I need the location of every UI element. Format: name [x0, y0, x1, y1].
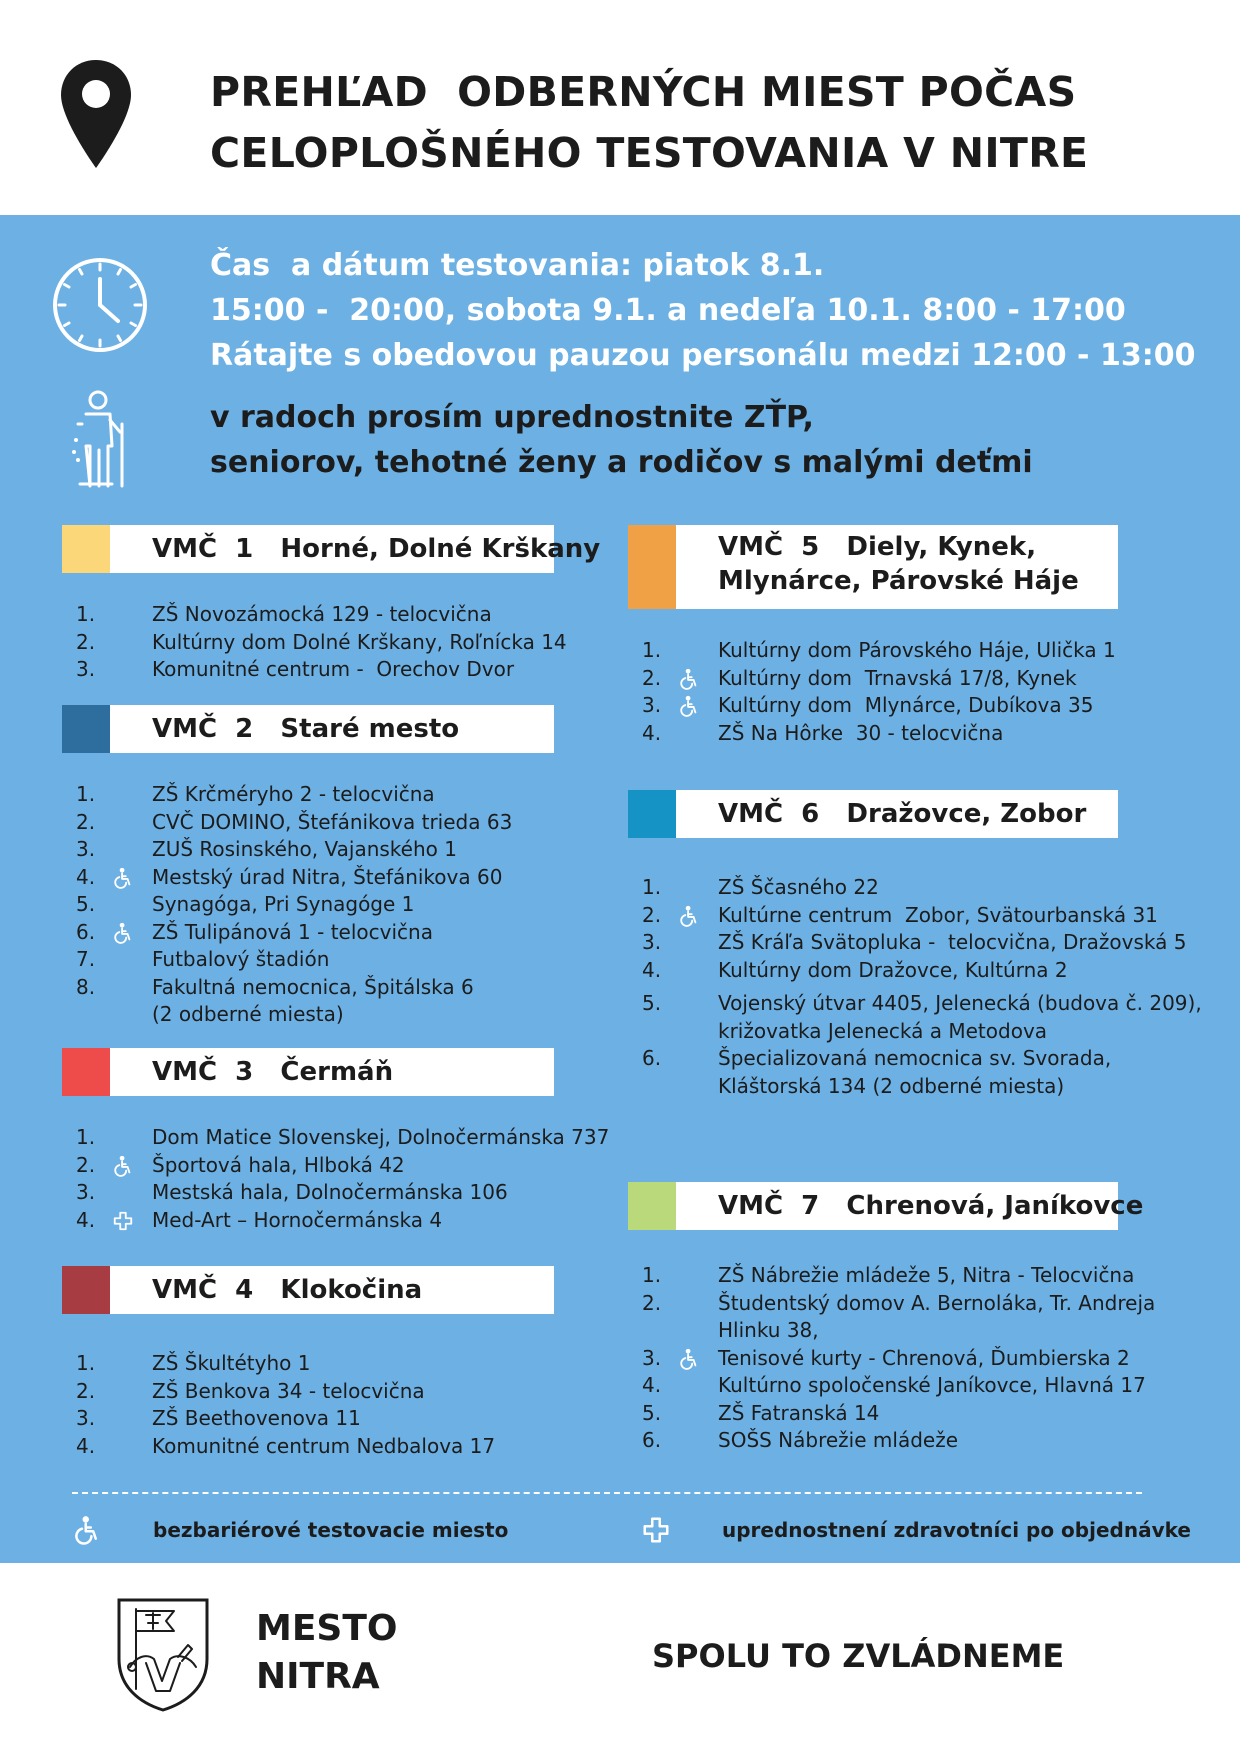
- item-text: CVČ DOMINO, Štefánikova trieda 63: [152, 809, 513, 834]
- item-number: 1.: [642, 1263, 662, 1287]
- item-number: 3.: [76, 657, 96, 681]
- item-text: Kultúrny dom Mlynárce, Dubíkova 35: [718, 693, 1094, 717]
- item-text: ZŠ Ščasného 22: [718, 875, 879, 899]
- time-line-3: Rátajte s obedovou pauzou personálu medzi 12:00 - 13:00: [210, 338, 1196, 373]
- item-text: ZŠ Benkova 34 - telocvična: [152, 1378, 425, 1403]
- item-number: 3.: [76, 1406, 96, 1430]
- wheelchair-icon: [72, 1515, 102, 1545]
- item-text-extra: križovatka Jelenecká a Metodova: [718, 1018, 1048, 1043]
- list-item: [76, 1378, 636, 1406]
- item-text: ZŠ Kráľa Svätopluka - telocvična, Dražovská 5: [718, 930, 1187, 954]
- district-color-swatch: [628, 525, 676, 609]
- list-item: [76, 974, 636, 1029]
- item-number: 1.: [76, 782, 96, 806]
- item-text: ZŠ Novozámocká 129 - telocvična: [152, 602, 492, 626]
- item-number: 2.: [76, 629, 96, 654]
- location-list: [642, 874, 1202, 1100]
- list-item: [76, 1433, 636, 1461]
- list-item: [76, 1152, 636, 1180]
- item-text: Med-Art – Hornočermánska 4: [152, 1207, 443, 1232]
- medical-cross-icon: [641, 1515, 671, 1545]
- item-text: ZŠ Krčméryho 2 - telocvična: [152, 782, 435, 806]
- item-number: 4.: [642, 957, 662, 982]
- district-header: [62, 705, 554, 753]
- item-text: ZŠ Škultétyho 1: [152, 1351, 311, 1375]
- item-text-extra: (2 odberné miesta): [152, 1002, 344, 1026]
- testing-time-info: [210, 243, 1220, 378]
- district-header: [62, 525, 601, 573]
- item-number: 8.: [76, 974, 96, 999]
- wheelchair-icon: [112, 919, 134, 946]
- district-header: [628, 790, 1118, 838]
- item-number: 3.: [76, 1180, 96, 1204]
- wheelchair-icon: [678, 902, 700, 929]
- list-item: [76, 629, 636, 657]
- item-number: 1.: [76, 1351, 96, 1375]
- district-color-swatch: [62, 1048, 110, 1096]
- item-number: 3.: [76, 837, 96, 861]
- list-item: [76, 919, 636, 947]
- district-header: [62, 1266, 554, 1314]
- list-item: [642, 874, 1202, 902]
- list-item: [76, 946, 636, 974]
- item-text: ZUŠ Rosinského, Vajanského 1: [152, 837, 457, 861]
- item-text-extra: Kláštorská 134 (2 odberné miesta): [718, 1073, 1065, 1098]
- item-text: Futbalový štadión: [152, 947, 330, 971]
- list-item: [76, 1405, 636, 1433]
- item-text: Synagóga, Pri Synagóge 1: [152, 892, 415, 916]
- title-line-1: PREHĽAD ODBERNÝCH MIEST POČAS: [210, 68, 1077, 116]
- location-list: [76, 1124, 636, 1234]
- list-item: [76, 1179, 636, 1207]
- location-list: [642, 637, 1202, 747]
- item-number: 4.: [76, 1433, 96, 1458]
- city-name: [256, 1605, 398, 1701]
- city-line-2: NITRA: [256, 1656, 380, 1697]
- item-text: Kultúrne centrum Zobor, Svätourbanská 31: [718, 902, 1158, 927]
- list-item: [642, 1290, 1202, 1345]
- item-number: 1.: [642, 875, 662, 899]
- legend-wheelchair-label: bezbariérové testovacie miesto: [153, 1518, 509, 1542]
- item-text: ZŠ Na Hôrke 30 - telocvična: [718, 720, 1004, 745]
- item-number: 6.: [642, 1428, 662, 1452]
- item-number: 3.: [642, 1345, 662, 1370]
- list-item: [642, 902, 1202, 930]
- item-text: Vojenský útvar 4405, Jelenecká (budova č. 209),: [718, 991, 1202, 1015]
- city-line-1: MESTO: [256, 1608, 398, 1649]
- divider: [72, 1492, 1142, 1494]
- list-item: [642, 929, 1202, 957]
- item-text: Kultúrny dom Trnavská 17/8, Kynek: [718, 665, 1077, 690]
- item-number: 4.: [642, 1373, 662, 1397]
- item-text: ZŠ Fatranská 14: [718, 1400, 880, 1425]
- item-number: 2.: [642, 902, 662, 927]
- list-item: [642, 957, 1202, 985]
- list-item: [642, 1345, 1202, 1373]
- item-number: 7.: [76, 947, 96, 971]
- wheelchair-icon: [678, 665, 700, 692]
- district-title: [718, 530, 1108, 598]
- list-item: [76, 656, 636, 684]
- slogan: SPOLU TO ZVLÁDNEME: [652, 1637, 1065, 1675]
- item-text: Špecializovaná nemocnica sv. Svorada,: [718, 1046, 1112, 1070]
- item-number: 2.: [76, 1152, 96, 1177]
- item-text-extra: Hlinku 38,: [718, 1318, 819, 1342]
- item-text: Kultúrno spoločenské Janíkovce, Hlavná 17: [718, 1373, 1146, 1397]
- district-title-line-2: Mlynárce, Párovské Háje: [718, 566, 1079, 596]
- item-text: Dom Matice Slovenskej, Dolnočermánska 737: [152, 1125, 610, 1149]
- item-text: ZŠ Beethovenova 11: [152, 1406, 361, 1430]
- item-text: ZŠ Nábrežie mládeže 5, Nitra - Telocvična: [718, 1263, 1135, 1287]
- item-text: Mestská hala, Dolnočermánska 106: [152, 1180, 508, 1204]
- district-color-swatch: [628, 1182, 676, 1230]
- header: [0, 0, 1240, 215]
- title-line-2: CELOPLOŠNÉHO TESTOVANIA V NITRE: [210, 129, 1089, 177]
- wheelchair-icon: [112, 864, 134, 891]
- item-number: 4.: [642, 720, 662, 745]
- item-number: 4.: [76, 1207, 96, 1232]
- location-list: [642, 1262, 1202, 1455]
- nitra-coat-of-arms-icon: [116, 1597, 210, 1713]
- page-title: [210, 62, 1210, 184]
- content-panel: [0, 215, 1240, 1563]
- district-color-swatch: [62, 705, 110, 753]
- location-pin-icon: [58, 58, 134, 170]
- list-item: [642, 1045, 1202, 1100]
- district-title-line-1: VMČ 5 Diely, Kynek,: [718, 532, 1037, 562]
- time-line-1: Čas a dátum testovania: piatok 8.1.: [210, 248, 825, 283]
- item-number: 2.: [642, 1290, 662, 1315]
- item-number: 5.: [76, 892, 96, 916]
- item-text: Kultúrny dom Dolné Krškany, Roľnícka 14: [152, 629, 567, 654]
- list-item: [642, 1372, 1202, 1400]
- district-title: VMČ 3 Čermáň: [152, 1057, 394, 1087]
- item-text: Študentský domov A. Bernoláka, Tr. Andreja: [718, 1290, 1156, 1315]
- item-number: 5.: [642, 991, 662, 1015]
- list-item: [76, 891, 636, 919]
- item-number: 1.: [642, 638, 662, 662]
- list-item: [76, 1207, 636, 1235]
- item-text: SOŠS Nábrežie mládeže: [718, 1428, 958, 1452]
- item-number: 2.: [76, 1378, 96, 1403]
- district-color-swatch: [628, 790, 676, 838]
- priority-line-2: seniorov, tehotné ženy a rodičov s malými deťmi: [210, 445, 1033, 480]
- list-item: [642, 692, 1202, 720]
- wheelchair-icon: [678, 692, 700, 719]
- item-text: Tenisové kurty - Chrenová, Ďumbierska 2: [718, 1345, 1130, 1370]
- item-number: 2.: [76, 809, 96, 834]
- item-number: 2.: [642, 665, 662, 690]
- wheelchair-icon: [112, 1152, 134, 1179]
- item-text: Kultúrny dom Dražovce, Kultúrna 2: [718, 957, 1068, 982]
- medical-cross-icon: [112, 1207, 134, 1234]
- district-title: VMČ 4 Klokočina: [152, 1275, 423, 1305]
- item-text: ZŠ Tulipánová 1 - telocvična: [152, 919, 433, 944]
- clock-icon: [50, 255, 150, 355]
- location-list: [76, 781, 636, 1029]
- list-item: [76, 601, 636, 629]
- district-header: [62, 1048, 554, 1096]
- list-item: [642, 720, 1202, 748]
- item-text: Komunitné centrum - Orechov Dvor: [152, 657, 515, 681]
- list-item: [642, 990, 1202, 1045]
- item-number: 6.: [76, 919, 96, 944]
- item-text: Kultúrny dom Párovského Háje, Ulička 1: [718, 638, 1116, 662]
- list-item: [76, 1124, 636, 1152]
- item-number: 3.: [642, 693, 662, 717]
- priority-info: [210, 395, 1220, 485]
- district-color-swatch: [62, 525, 110, 573]
- district-color-swatch: [62, 1266, 110, 1314]
- list-item: [76, 781, 636, 809]
- location-list: [76, 1350, 636, 1460]
- item-text: Komunitné centrum Nedbalova 17: [152, 1433, 496, 1458]
- list-item: [76, 864, 636, 892]
- item-number: 5.: [642, 1400, 662, 1425]
- district-header: [628, 525, 1118, 609]
- list-item: [642, 1262, 1202, 1290]
- district-title: VMČ 2 Staré mesto: [152, 714, 460, 744]
- item-number: 1.: [76, 1125, 96, 1149]
- item-text: Fakultná nemocnica, Špitálska 6: [152, 974, 474, 999]
- district-title: VMČ 7 Chrenová, Janíkovce: [718, 1191, 1144, 1221]
- senior-person-icon: [68, 390, 134, 490]
- item-number: 4.: [76, 864, 96, 889]
- item-number: 1.: [76, 602, 96, 626]
- list-item: [76, 836, 636, 864]
- location-list: [76, 601, 636, 684]
- item-text: Športová hala, Hlboká 42: [152, 1152, 405, 1177]
- item-number: 3.: [642, 930, 662, 954]
- list-item: [642, 665, 1202, 693]
- list-item: [642, 1427, 1202, 1455]
- wheelchair-icon: [678, 1345, 700, 1372]
- district-title: VMČ 6 Dražovce, Zobor: [718, 799, 1087, 829]
- time-line-2: 15:00 - 20:00, sobota 9.1. a nedeľa 10.1. 8:00 - 17:00: [210, 293, 1126, 328]
- list-item: [76, 1350, 636, 1378]
- legend-cross-label: uprednostnení zdravotníci po objednávke: [722, 1518, 1191, 1542]
- item-text: Mestský úrad Nitra, Štefánikova 60: [152, 864, 503, 889]
- priority-line-1: v radoch prosím uprednostnite ZŤP,: [210, 400, 814, 435]
- list-item: [76, 809, 636, 837]
- list-item: [642, 637, 1202, 665]
- item-number: 6.: [642, 1046, 662, 1070]
- district-header: [628, 1182, 1144, 1230]
- list-item: [642, 1400, 1202, 1428]
- district-title: VMČ 1 Horné, Dolné Krškany: [152, 534, 601, 564]
